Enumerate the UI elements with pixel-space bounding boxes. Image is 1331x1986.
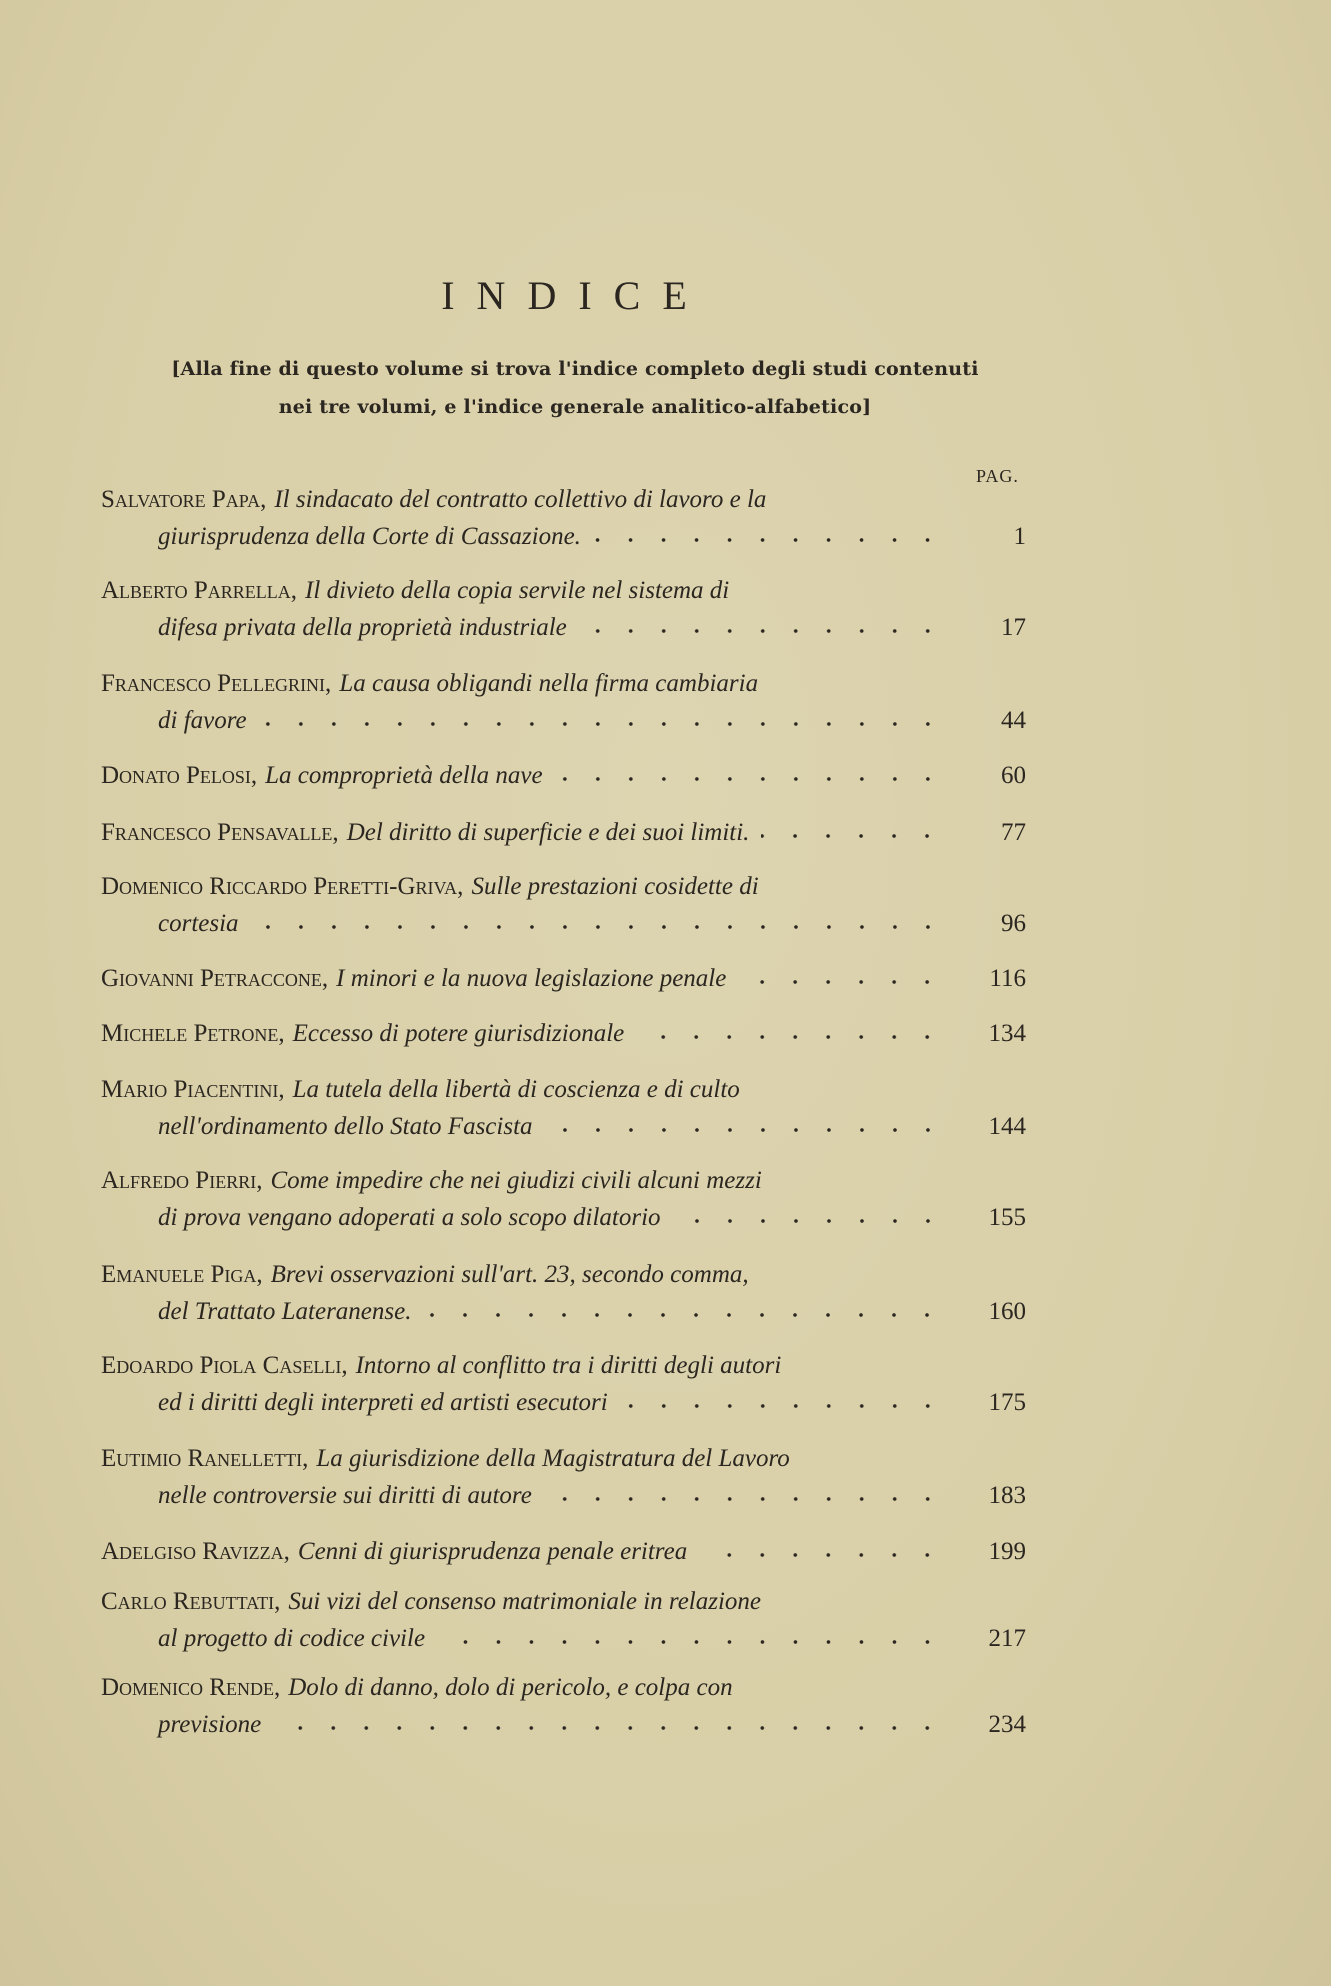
entry-title: La tutela della libertà di coscienza e di culto	[292, 1076, 740, 1103]
entry-line-2	[101, 1113, 1031, 1150]
entry-title: I minori e la nuova legislazione penale	[336, 965, 727, 992]
entry-text	[101, 1538, 944, 1566]
entry-author: Eutimio Ranelletti,	[101, 1445, 309, 1472]
toc-entry	[101, 873, 1031, 947]
entry-author: Michele Petrone,	[101, 1020, 285, 1047]
entry-page-number: 134	[988, 1020, 1026, 1047]
entry-line-2	[101, 1625, 1031, 1662]
entry-text	[101, 707, 944, 735]
entry-line-1	[101, 1167, 1031, 1204]
entry-author: Giovanni Petraccone,	[101, 965, 329, 992]
entry-title-continued: nell'ordinamento dello Stato Fascista	[158, 1113, 533, 1140]
entry-title-continued: di prova vengano adoperati a solo scopo dilatorio	[158, 1204, 661, 1231]
entry-page-number: 217	[988, 1625, 1026, 1652]
entry-page-number: 77	[1001, 819, 1026, 846]
toc-entry	[101, 670, 1031, 744]
entry-text	[101, 1352, 944, 1380]
entry-title-continued: previsione	[158, 1711, 262, 1738]
entry-author: Donato Pelosi,	[101, 762, 258, 789]
dot-leader	[579, 627, 944, 635]
entry-author: Edoardo Piola Caselli,	[101, 1352, 348, 1379]
entry-line-1	[101, 1076, 1031, 1113]
dot-leader	[544, 1495, 944, 1503]
entry-title-continued: difesa privata della proprietà industriale	[158, 614, 567, 641]
entry-text	[101, 1167, 944, 1195]
entry-page-number: 116	[989, 965, 1026, 992]
toc-entry	[101, 1261, 1031, 1335]
entry-title-continued: al progetto di codice civile	[158, 1625, 426, 1652]
entry-text	[101, 873, 944, 901]
entry-author: Emanuele Piga,	[101, 1261, 263, 1288]
entry-page-number: 1	[1013, 523, 1026, 550]
toc-entry	[101, 1352, 1031, 1426]
entry-title: Intorno al conflitto tra i diritti degli autori	[355, 1352, 782, 1379]
entry-page-number: 144	[988, 1113, 1026, 1140]
entry-line-2	[101, 1389, 1031, 1426]
entry-line-1	[101, 819, 1031, 856]
entry-text	[101, 1445, 944, 1473]
entry-page-number: 44	[1001, 707, 1026, 734]
entry-author: Carlo Rebuttati,	[101, 1588, 281, 1615]
entry-author: Francesco Pellegrini,	[101, 670, 332, 697]
entry-line-1	[101, 873, 1031, 910]
entry-text	[101, 1076, 944, 1104]
entry-line-1	[101, 1445, 1031, 1482]
entry-page-number: 155	[988, 1204, 1026, 1231]
entry-text	[101, 1711, 944, 1739]
entry-line-1	[101, 1261, 1031, 1298]
entry-line-1	[101, 762, 1031, 799]
entry-text	[101, 1625, 944, 1653]
dot-leader	[437, 1638, 944, 1646]
entry-text	[101, 523, 944, 551]
entry-page-number: 96	[1001, 910, 1026, 937]
entry-line-2	[101, 1204, 1031, 1241]
entry-text	[101, 1261, 944, 1289]
entry-title: Il sindacato del contratto collettivo di lavoro e la	[274, 486, 767, 513]
page-column-label: PAG.	[976, 466, 1019, 486]
entry-text	[101, 910, 944, 938]
entry-page-number: 175	[988, 1389, 1026, 1416]
entry-title: Dolo di danno, dolo di pericolo, e colpa con	[288, 1674, 733, 1701]
entry-line-1	[101, 965, 1031, 1002]
entry-line-1	[101, 670, 1031, 707]
entry-text	[101, 1020, 944, 1048]
dot-leader	[423, 1311, 944, 1319]
entry-author: Mario Piacentini,	[101, 1076, 285, 1103]
dot-leader	[699, 1551, 944, 1559]
entry-author: Domenico Rende,	[101, 1674, 281, 1701]
entry-title: Eccesso di potere giurisdizionale	[292, 1020, 625, 1047]
entry-title-continued: giurisprudenza della Corte di Cassazione.	[158, 523, 581, 550]
dot-leader	[738, 978, 944, 986]
dot-leader	[259, 720, 944, 728]
dot-leader	[251, 923, 944, 931]
dot-leader	[761, 832, 944, 840]
entry-text	[101, 965, 944, 993]
entry-title: La giurisdizione della Magistratura del Lavoro	[316, 1445, 790, 1472]
dot-leader	[673, 1217, 944, 1225]
toc-entry	[101, 1020, 1031, 1057]
entry-line-1	[101, 577, 1031, 614]
entry-title: Sui vizi del consenso matrimoniale in relazione	[288, 1588, 762, 1615]
entry-text	[101, 670, 944, 698]
entry-title: Del diritto di superficie e dei suoi limiti.	[346, 819, 750, 846]
entry-text	[101, 1204, 944, 1232]
entry-page-number: 199	[988, 1538, 1026, 1565]
entry-title: Come impedire che nei giudizi civili alcuni mezzi	[270, 1167, 762, 1194]
entry-line-2	[101, 1298, 1031, 1335]
entry-line-2	[101, 523, 1031, 560]
entry-line-1	[101, 1674, 1031, 1711]
entry-line-1	[101, 1538, 1031, 1575]
entry-text	[101, 1389, 944, 1417]
entry-author: Adelgiso Ravizza,	[101, 1538, 290, 1565]
volume-note-line-1: [Alla fine di questo volume si trova l'indice completo degli studi contenuti	[171, 358, 979, 380]
entry-page-number: 60	[1001, 762, 1026, 789]
entry-text	[101, 819, 944, 847]
entry-text	[101, 1113, 944, 1141]
entry-text	[101, 614, 944, 642]
toc-entry	[101, 1588, 1031, 1662]
entry-line-2	[101, 614, 1031, 651]
entry-title-continued: cortesia	[158, 910, 239, 937]
entry-line-1	[101, 486, 1031, 523]
dot-leader	[273, 1724, 944, 1732]
entry-author: Alfredo Pierri,	[101, 1167, 263, 1194]
volume-note-line-2: nei tre volumi, e l'indice generale analitico-alfabetico]	[278, 396, 872, 418]
entry-author: Salvatore Papa,	[101, 486, 267, 513]
entry-page-number: 17	[1001, 614, 1026, 641]
toc-entry	[101, 762, 1031, 799]
toc-entry	[101, 1076, 1031, 1150]
entry-text	[101, 1674, 944, 1702]
toc-entry	[101, 1445, 1031, 1519]
entry-title-continued: nelle controversie sui diritti di autore	[158, 1482, 532, 1509]
entry-title: La causa obligandi nella firma cambiaria	[339, 670, 759, 697]
entry-line-1	[101, 1588, 1031, 1625]
entry-text	[101, 577, 944, 605]
toc-entry	[101, 1167, 1031, 1241]
dot-leader	[555, 775, 944, 783]
entry-text	[101, 1588, 944, 1616]
entry-title-continued: di favore	[158, 707, 247, 734]
entry-line-1	[101, 1352, 1031, 1389]
toc-entry	[101, 1674, 1031, 1748]
entry-title-continued: del Trattato Lateranense.	[158, 1298, 412, 1325]
entry-title: Brevi osservazioni sull'art. 23, secondo comma,	[270, 1261, 749, 1288]
dot-leader	[636, 1033, 944, 1041]
entry-author: Francesco Pensavalle,	[101, 819, 339, 846]
dot-leader	[593, 536, 944, 544]
entry-title: Cenni di giurisprudenza penale eritrea	[297, 1538, 688, 1565]
entry-text	[101, 486, 944, 514]
entry-title: Sulle prestazioni cosidette di	[471, 873, 759, 900]
dot-leader	[545, 1126, 944, 1134]
entry-page-number: 183	[988, 1482, 1026, 1509]
entry-title: Il divieto della copia servile nel sistema di	[305, 577, 730, 604]
entry-page-number: 160	[988, 1298, 1026, 1325]
toc-entry	[101, 965, 1031, 1002]
dot-leader	[620, 1402, 944, 1410]
entry-text	[101, 1298, 944, 1326]
entry-line-2	[101, 1482, 1031, 1519]
toc-entry	[101, 486, 1031, 560]
entry-text	[101, 762, 944, 790]
entry-page-number: 234	[988, 1711, 1026, 1738]
toc-entry	[101, 577, 1031, 651]
entry-text	[101, 1482, 944, 1510]
toc-entry	[101, 1538, 1031, 1575]
entry-title: La comproprietà della nave	[265, 762, 543, 789]
entry-line-1	[101, 1020, 1031, 1057]
page-title: INDICE	[441, 273, 709, 318]
entry-author: Alberto Parrella,	[101, 577, 298, 604]
entry-line-2	[101, 910, 1031, 947]
entry-title-continued: ed i diritti degli interpreti ed artisti esecutori	[158, 1389, 608, 1416]
toc-entry	[101, 819, 1031, 856]
entry-author: Domenico Riccardo Peretti-Griva,	[101, 873, 464, 900]
entry-line-2	[101, 1711, 1031, 1748]
entry-line-2	[101, 707, 1031, 744]
